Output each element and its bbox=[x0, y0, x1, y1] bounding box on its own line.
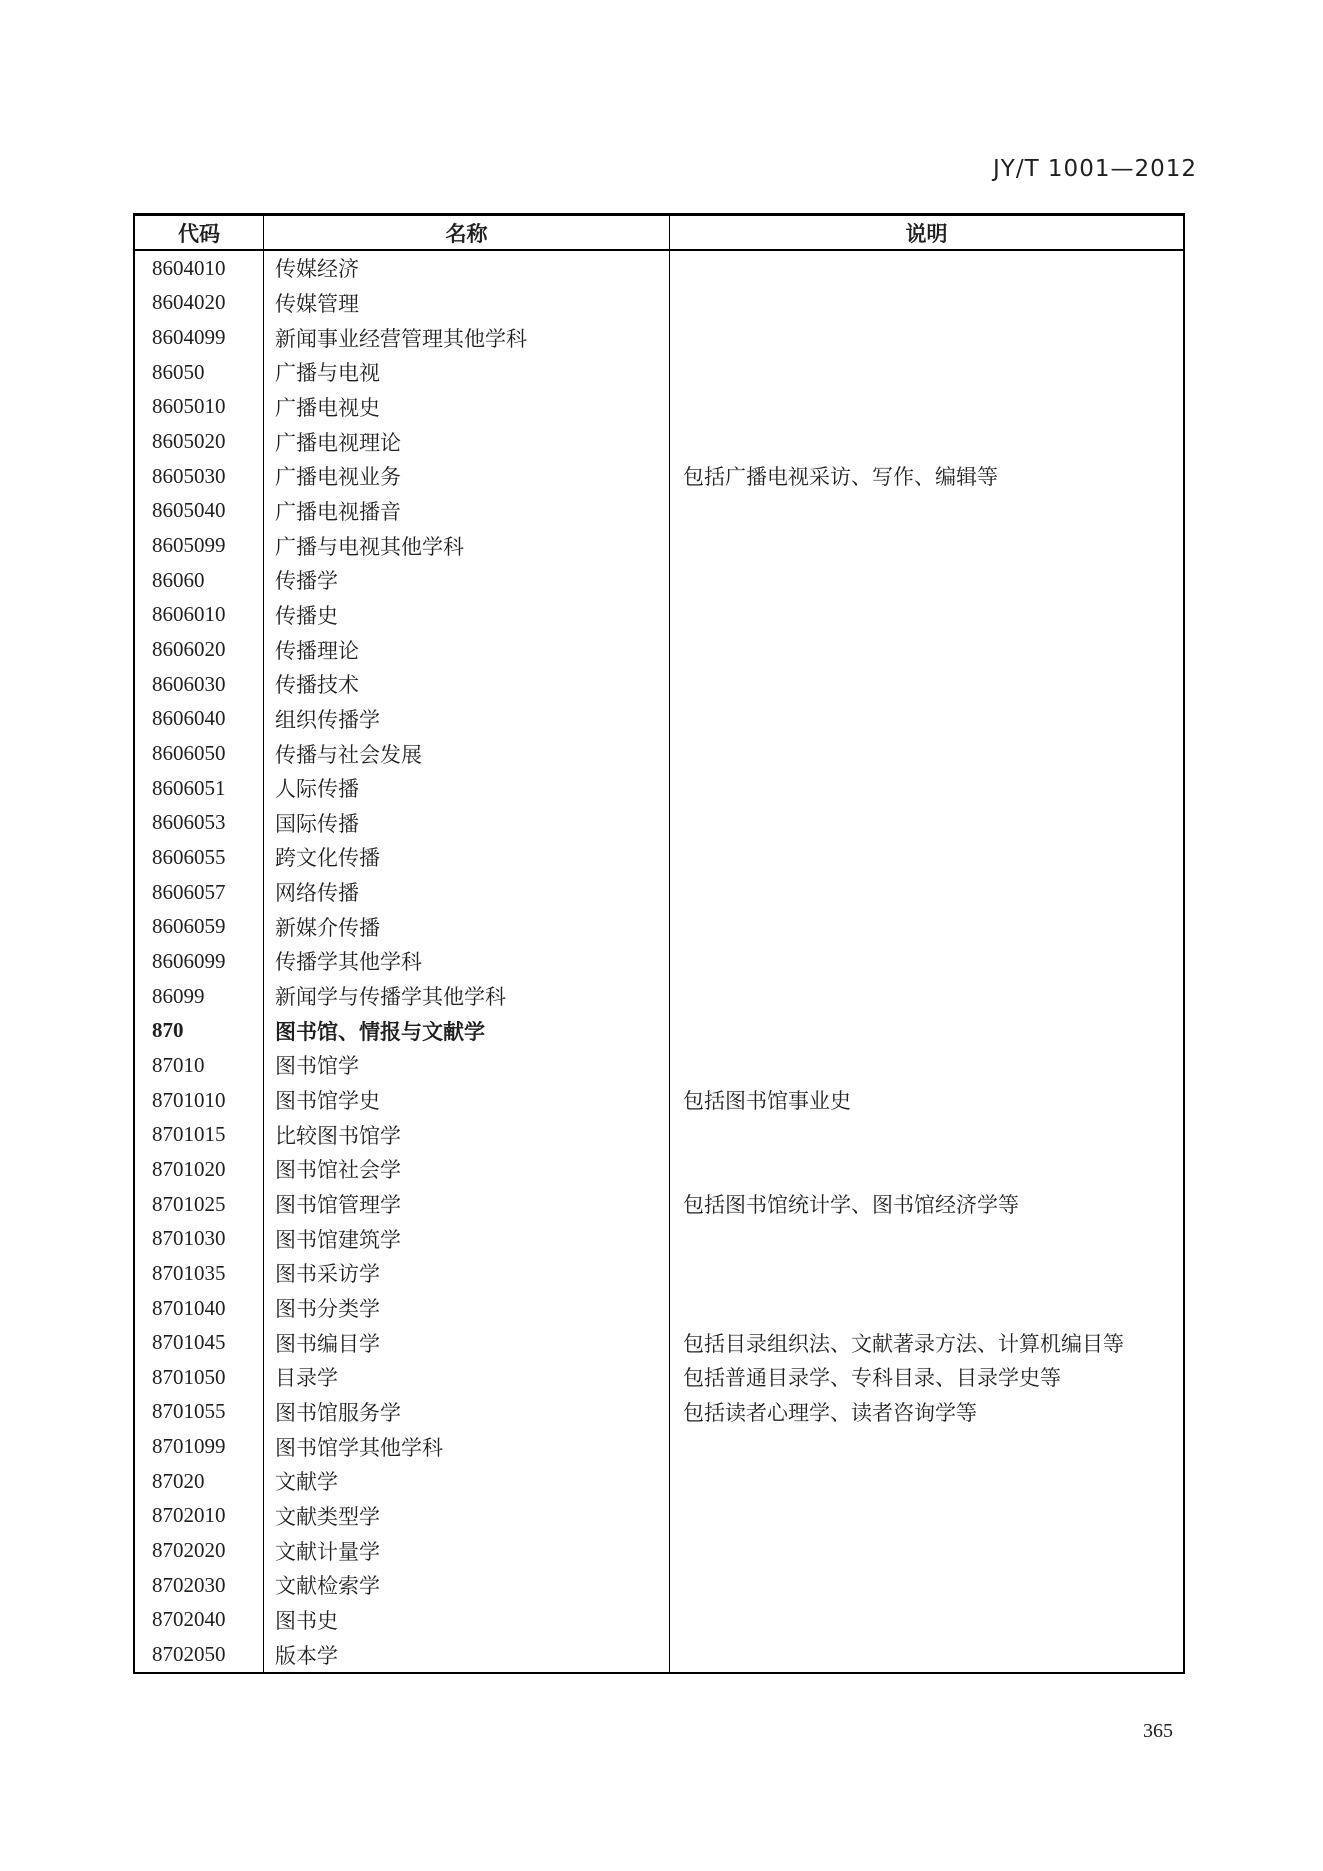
table-row bbox=[135, 702, 1183, 737]
table-row bbox=[135, 1013, 1183, 1048]
table-row bbox=[135, 1499, 1183, 1534]
table-row bbox=[135, 251, 1183, 286]
cell-name: 广播电视理论 bbox=[264, 424, 670, 459]
cell-desc bbox=[670, 494, 1183, 529]
cell-desc: 包括读者心理学、读者咨询学等 bbox=[683, 1400, 977, 1425]
cell-code: 8701025 bbox=[135, 1187, 264, 1222]
cell-code: 8701020 bbox=[135, 1152, 264, 1187]
cell-code: 8604010 bbox=[135, 251, 264, 286]
cell-code: 8701099 bbox=[135, 1429, 264, 1464]
table-row bbox=[135, 1395, 1183, 1430]
cell-name: 新闻事业经营管理其他学科 bbox=[264, 320, 670, 355]
cell-name: 图书采访学 bbox=[264, 1256, 670, 1291]
cell-code: 8701040 bbox=[135, 1291, 264, 1326]
cell-code: 8605010 bbox=[135, 390, 264, 425]
cell-name: 人际传播 bbox=[264, 771, 670, 806]
cell-code: 8702010 bbox=[135, 1499, 264, 1534]
table-row bbox=[135, 1221, 1183, 1256]
cell-desc bbox=[670, 1568, 1183, 1603]
table-header-row bbox=[135, 216, 1183, 251]
cell-name: 传播技术 bbox=[264, 667, 670, 702]
table-row bbox=[135, 1152, 1183, 1187]
cell-name: 国际传播 bbox=[264, 806, 670, 841]
cell-name: 网络传播 bbox=[264, 875, 670, 910]
standard-number: JY/T 1001—2012 bbox=[992, 156, 1197, 182]
cell-desc bbox=[670, 979, 1183, 1014]
cell-name: 文献计量学 bbox=[264, 1533, 670, 1568]
table-row bbox=[135, 771, 1183, 806]
cell-desc bbox=[670, 1499, 1183, 1534]
table-row bbox=[135, 840, 1183, 875]
table-row bbox=[135, 1568, 1183, 1603]
classification-table bbox=[133, 213, 1185, 1674]
cell-desc: 包括目录组织法、文献著录方法、计算机编目等 bbox=[683, 1331, 1124, 1356]
cell-name: 图书分类学 bbox=[264, 1291, 670, 1326]
cell-desc bbox=[670, 1152, 1183, 1187]
cell-code: 87020 bbox=[135, 1464, 264, 1499]
cell-desc bbox=[670, 632, 1183, 667]
table-row bbox=[135, 1117, 1183, 1152]
column-header-description: 说明 bbox=[905, 221, 948, 246]
cell-code: 870 bbox=[135, 1013, 264, 1048]
table-row bbox=[135, 1464, 1183, 1499]
table-row bbox=[135, 875, 1183, 910]
cell-name: 广播电视播音 bbox=[264, 494, 670, 529]
cell-name: 图书编目学 bbox=[264, 1325, 670, 1360]
cell-name: 传播学其他学科 bbox=[264, 944, 670, 979]
cell-desc bbox=[670, 355, 1183, 390]
table-row bbox=[135, 806, 1183, 841]
cell-code: 8605099 bbox=[135, 528, 264, 563]
table-row bbox=[135, 459, 1183, 494]
cell-name: 传播与社会发展 bbox=[264, 736, 670, 771]
cell-desc bbox=[670, 390, 1183, 425]
cell-desc: 包括广播电视采访、写作、编辑等 bbox=[683, 465, 998, 490]
cell-code: 8701055 bbox=[135, 1395, 264, 1430]
table-row bbox=[135, 944, 1183, 979]
table-row bbox=[135, 1325, 1183, 1360]
cell-name: 目录学 bbox=[264, 1360, 670, 1395]
table-row bbox=[135, 1603, 1183, 1638]
cell-code: 8604020 bbox=[135, 286, 264, 321]
cell-code: 8605040 bbox=[135, 494, 264, 529]
cell-code: 8606099 bbox=[135, 944, 264, 979]
cell-name: 图书馆建筑学 bbox=[264, 1221, 670, 1256]
table-row bbox=[135, 1533, 1183, 1568]
cell-desc bbox=[670, 598, 1183, 633]
cell-code: 8606020 bbox=[135, 632, 264, 667]
table-row bbox=[135, 1256, 1183, 1291]
cell-desc bbox=[670, 944, 1183, 979]
cell-code: 8605030 bbox=[135, 459, 264, 494]
cell-desc bbox=[670, 286, 1183, 321]
table-body bbox=[135, 251, 1183, 1672]
cell-name: 广播与电视其他学科 bbox=[264, 528, 670, 563]
cell-desc bbox=[670, 806, 1183, 841]
cell-name: 比较图书馆学 bbox=[264, 1117, 670, 1152]
table-row bbox=[135, 1637, 1183, 1672]
cell-code: 8701010 bbox=[135, 1083, 264, 1118]
cell-desc bbox=[670, 771, 1183, 806]
cell-code: 8606030 bbox=[135, 667, 264, 702]
cell-name: 图书馆社会学 bbox=[264, 1152, 670, 1187]
cell-desc bbox=[670, 1637, 1183, 1672]
cell-name: 图书馆学其他学科 bbox=[264, 1429, 670, 1464]
table-row bbox=[135, 1048, 1183, 1083]
cell-name: 图书馆学 bbox=[264, 1048, 670, 1083]
cell-name: 传媒管理 bbox=[264, 286, 670, 321]
cell-desc bbox=[670, 1429, 1183, 1464]
cell-desc: 包括图书馆事业史 bbox=[683, 1089, 851, 1114]
page-number: 365 bbox=[1143, 1720, 1173, 1742]
cell-desc bbox=[670, 1291, 1183, 1326]
table-row bbox=[135, 528, 1183, 563]
cell-desc bbox=[670, 1048, 1183, 1083]
table-row bbox=[135, 598, 1183, 633]
table-row bbox=[135, 1429, 1183, 1464]
cell-code: 8606057 bbox=[135, 875, 264, 910]
cell-code: 8702040 bbox=[135, 1603, 264, 1638]
cell-desc: 包括普通目录学、专科目录、目录学史等 bbox=[683, 1366, 1061, 1391]
cell-code: 8701050 bbox=[135, 1360, 264, 1395]
cell-name: 图书馆服务学 bbox=[264, 1395, 670, 1430]
cell-code: 8604099 bbox=[135, 320, 264, 355]
cell-name: 文献学 bbox=[264, 1464, 670, 1499]
cell-desc bbox=[670, 528, 1183, 563]
cell-name: 版本学 bbox=[264, 1637, 670, 1672]
cell-name: 传播史 bbox=[264, 598, 670, 633]
cell-code: 8606051 bbox=[135, 771, 264, 806]
cell-name: 传播学 bbox=[264, 563, 670, 598]
table-row bbox=[135, 667, 1183, 702]
cell-code: 8701030 bbox=[135, 1221, 264, 1256]
cell-name: 新媒介传播 bbox=[264, 909, 670, 944]
table-row bbox=[135, 909, 1183, 944]
cell-desc bbox=[670, 1533, 1183, 1568]
cell-desc bbox=[670, 320, 1183, 355]
cell-desc bbox=[670, 424, 1183, 459]
cell-code: 8606053 bbox=[135, 806, 264, 841]
table-row bbox=[135, 1187, 1183, 1222]
table-row bbox=[135, 390, 1183, 425]
cell-code: 8701045 bbox=[135, 1325, 264, 1360]
cell-desc bbox=[670, 909, 1183, 944]
cell-desc bbox=[670, 251, 1183, 286]
table-row bbox=[135, 494, 1183, 529]
cell-code: 86099 bbox=[135, 979, 264, 1014]
cell-code: 8606010 bbox=[135, 598, 264, 633]
cell-desc bbox=[670, 667, 1183, 702]
table-row bbox=[135, 632, 1183, 667]
cell-code: 86060 bbox=[135, 563, 264, 598]
table-row bbox=[135, 320, 1183, 355]
cell-code: 87010 bbox=[135, 1048, 264, 1083]
table-row bbox=[135, 979, 1183, 1014]
cell-code: 8702020 bbox=[135, 1533, 264, 1568]
cell-name: 图书馆、情报与文献学 bbox=[264, 1013, 670, 1048]
cell-desc bbox=[670, 563, 1183, 598]
cell-code: 8606050 bbox=[135, 736, 264, 771]
table-row bbox=[135, 1291, 1183, 1326]
cell-code: 86050 bbox=[135, 355, 264, 390]
cell-code: 8701015 bbox=[135, 1117, 264, 1152]
cell-desc bbox=[670, 1464, 1183, 1499]
cell-code: 8606055 bbox=[135, 840, 264, 875]
cell-desc bbox=[670, 1256, 1183, 1291]
cell-desc bbox=[670, 702, 1183, 737]
cell-name: 文献检索学 bbox=[264, 1568, 670, 1603]
cell-code: 8605020 bbox=[135, 424, 264, 459]
cell-name: 传播理论 bbox=[264, 632, 670, 667]
cell-code: 8606059 bbox=[135, 909, 264, 944]
table-row bbox=[135, 736, 1183, 771]
cell-desc: 包括图书馆统计学、图书馆经济学等 bbox=[683, 1193, 1019, 1218]
cell-desc bbox=[670, 840, 1183, 875]
table-row bbox=[135, 1083, 1183, 1118]
cell-desc bbox=[670, 875, 1183, 910]
table-row bbox=[135, 355, 1183, 390]
cell-name: 组织传播学 bbox=[264, 702, 670, 737]
column-header-code: 代码 bbox=[135, 216, 264, 249]
cell-code: 8702030 bbox=[135, 1568, 264, 1603]
column-header-name: 名称 bbox=[264, 216, 670, 249]
cell-desc bbox=[670, 1013, 1183, 1048]
cell-name: 广播与电视 bbox=[264, 355, 670, 390]
cell-desc bbox=[670, 1603, 1183, 1638]
cell-code: 8606040 bbox=[135, 702, 264, 737]
cell-name: 传媒经济 bbox=[264, 251, 670, 286]
cell-name: 新闻学与传播学其他学科 bbox=[264, 979, 670, 1014]
cell-desc bbox=[670, 736, 1183, 771]
cell-code: 8702050 bbox=[135, 1637, 264, 1672]
cell-desc bbox=[670, 1117, 1183, 1152]
table-row bbox=[135, 563, 1183, 598]
cell-name: 图书馆学史 bbox=[264, 1083, 670, 1118]
table-row bbox=[135, 1360, 1183, 1395]
table-row bbox=[135, 424, 1183, 459]
cell-name: 跨文化传播 bbox=[264, 840, 670, 875]
cell-name: 图书史 bbox=[264, 1603, 670, 1638]
cell-name: 广播电视业务 bbox=[264, 459, 670, 494]
cell-name: 图书馆管理学 bbox=[264, 1187, 670, 1222]
table-row bbox=[135, 286, 1183, 321]
cell-desc bbox=[670, 1221, 1183, 1256]
cell-name: 文献类型学 bbox=[264, 1499, 670, 1534]
cell-code: 8701035 bbox=[135, 1256, 264, 1291]
cell-name: 广播电视史 bbox=[264, 390, 670, 425]
